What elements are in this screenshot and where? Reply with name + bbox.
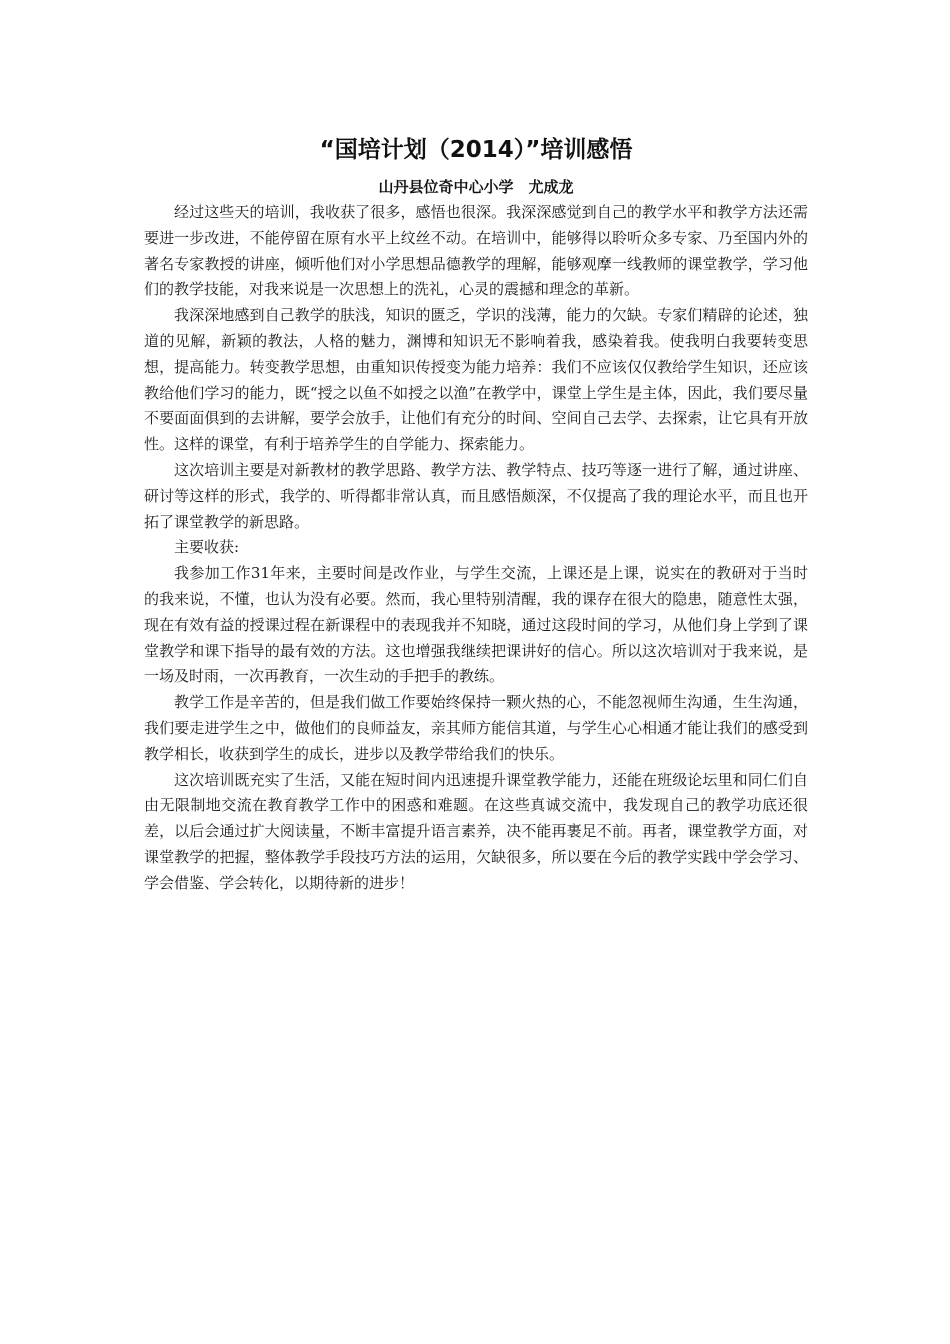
document-author: 山丹县位奇中心小学 尤成龙 — [378, 178, 574, 196]
paragraph-4: 我参加工作31年来，主要时间是改作业，与学生交流，上课还是上课，说实在的教研对于当时的我来说，不懂，也认为没有必要。然而，我心里特别清醒，我的课存在很大的隐患，随意性太强，现在有效有益的授课过程在新课程中的表现我并不知晓，通过这段时间的学习，从他们身上学到了课堂教学和课下指导的最有效的方法。这也增强我继续把课讲好的信心。所以这次培训对于我来说，是一场及时雨，一次再教育，一次生动的手把手的教练。 — [144, 564, 808, 686]
paragraph-1: 经过这些天的培训，我收获了很多，感悟也很深。我深深感觉到自己的教学水平和教学方法还需要进一步改进，不能停留在原有水平上纹丝不动。在培训中，能够得以聆听众多专家、乃至国内外的著名专家教授的讲座，倾听他们对小学思想品德教学的理解，能够观摩一线教师的课堂教学，学习他们的教学技能，对我来说是一次思想上的洗礼，心灵的震撼和理念的革新。 — [144, 203, 808, 299]
document-title: “国培计划（2014）”培训感悟 — [319, 137, 633, 163]
paragraph-6: 这次培训既充实了生活，又能在短时间内迅速提升课堂教学能力，还能在班级论坛里和同仁们自由无限制地交流在教育教学工作中的困惑和难题。在这些真诚交流中，我发现自己的教学功底还很差，以后会通过扩大阅读量，不断丰富提升语言素养，决不能再裹足不前。再者，课堂教学方面，对课堂教学的把握，整体教学手段技巧方法的运用，欠缺很多，所以要在今后的教学实践中学会学习、学会借鉴、学会转化，以期待新的进步！ — [144, 770, 808, 892]
paragraph-5: 教学工作是辛苦的，但是我们做工作要始终保持一颗火热的心，不能忽视师生沟通，生生沟通，我们要走进学生之中，做他们的良师益友，亲其师方能信其道，与学生心心相通才能让我们的感受到教学相长，收获到学生的成长，进步以及教学带给我们的快乐。 — [144, 693, 808, 763]
paragraph-2: 我深深地感到自己教学的肤浅，知识的匮乏，学识的浅薄，能力的欠缺。专家们精辟的论述，独道的见解，新颖的教法，人格的魅力，渊博和知识无不影响着我，感染着我。使我明白我要转变思想，提高能力。转变教学思想，由重知识传授变为能力培养：我们不应该仅仅教给学生知识，还应该教给他们学习的能力，既“授之以鱼不如授之以渔”在教学中，课堂上学生是主体，因此，我们要尽量不要面面俱到的去讲解，要学会放手，让他们有充分的时间、空间自己去学、去探索，让它具有开放性。这样的课堂，有利于培养学生的自学能力、探索能力。 — [144, 306, 808, 454]
section-heading-main-gains: 主要收获: — [174, 538, 240, 557]
document-body — [144, 132, 808, 897]
paragraph-3: 这次培训主要是对新教材的教学思路、教学方法、教学特点、技巧等逐一进行了解，通过讲座、研讨等这样的形式，我学的、听得都非常认真，而且感悟颇深，不仅提高了我的理论水平，而且也开拓了课堂教学的新思路。 — [144, 460, 808, 531]
